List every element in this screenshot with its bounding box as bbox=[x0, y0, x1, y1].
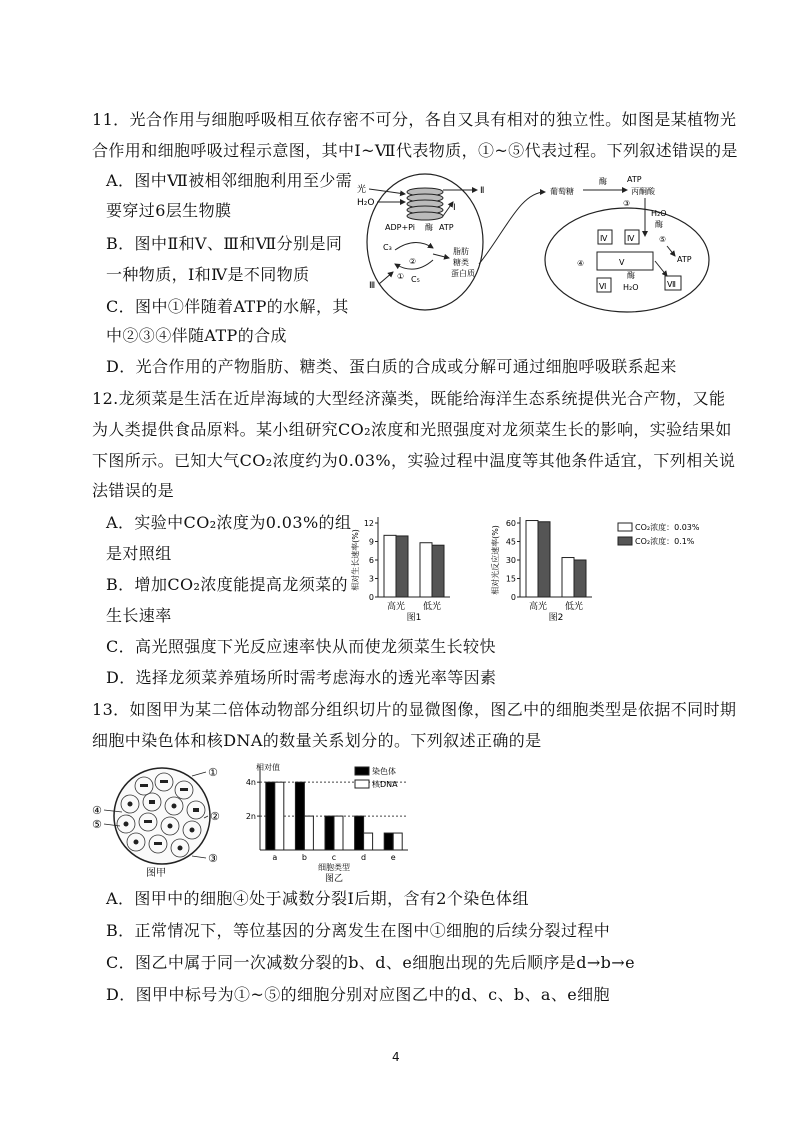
x-tick-label: 高光 bbox=[528, 602, 548, 612]
svg-text:ADP+Pi: ADP+Pi bbox=[385, 223, 416, 232]
x-tick-label: 高光 bbox=[386, 602, 406, 612]
q11-option-c: C．图中①伴随着ATP的水解，其 bbox=[106, 297, 349, 316]
svg-text:Ⅳ: Ⅳ bbox=[627, 234, 635, 243]
q12-stem-line1: 12.龙须菜是生活在近岸海域的大型经济藻类，既能给海洋生态系统提供光合产物，又能 bbox=[92, 389, 726, 408]
bar bbox=[266, 782, 275, 850]
grana-stack bbox=[407, 188, 443, 220]
bar bbox=[538, 522, 550, 597]
q13-option-b: B．正常情况下，等位基因的分离发生在图中①细胞的后续分裂过程中 bbox=[106, 921, 611, 940]
legend-label: CO₂浓度：0.1% bbox=[635, 537, 695, 546]
q12-option-c: C．高光照强度下光反应速率快从而使龙须菜生长较快 bbox=[106, 637, 496, 656]
q11-option-b-cont: 一种物质，Ⅰ和Ⅳ是不同物质 bbox=[106, 265, 310, 284]
svg-text:①: ① bbox=[397, 272, 405, 281]
x-tick-label: a bbox=[272, 853, 278, 862]
legend-label: 核DNA bbox=[372, 780, 398, 789]
q11-stem-line2: 合作用和细胞呼吸过程示意图，其中Ⅰ~Ⅶ代表物质，①~⑤代表过程。下列叙述错误的是 bbox=[92, 141, 738, 160]
y-tick-label: 9 bbox=[368, 537, 374, 547]
y-tick-label: 4n bbox=[245, 778, 256, 788]
bar bbox=[384, 535, 396, 597]
bar bbox=[384, 833, 393, 850]
q12-option-b-cont: 生长速率 bbox=[106, 606, 172, 625]
svg-text:图甲: 图甲 bbox=[146, 868, 166, 879]
legend-swatch bbox=[355, 780, 369, 788]
svg-text:H₂O: H₂O bbox=[623, 283, 639, 292]
svg-text:Ⅲ: Ⅲ bbox=[369, 281, 376, 291]
legend-label: 染色体 bbox=[372, 767, 396, 776]
svg-text:ATP: ATP bbox=[627, 175, 642, 184]
bar bbox=[275, 782, 284, 850]
y-tick-label: 3 bbox=[368, 574, 374, 584]
svg-text:Ⅱ: Ⅱ bbox=[480, 186, 485, 196]
svg-text:④: ④ bbox=[577, 259, 585, 268]
q11-option-d: D．光合作用的产物脂肪、糖类、蛋白质的合成或分解可通过细胞呼吸联系起来 bbox=[106, 357, 677, 376]
svg-text:⑤: ⑤ bbox=[659, 235, 667, 244]
q13-option-a: A．图甲中的细胞④处于减数分裂Ⅰ后期，含有2个染色体组 bbox=[106, 889, 529, 908]
chart-title: 图1 bbox=[406, 613, 422, 623]
svg-text:酶: 酶 bbox=[599, 177, 607, 186]
bar bbox=[325, 816, 334, 850]
svg-text:②: ② bbox=[210, 810, 220, 823]
svg-text:脂肪: 脂肪 bbox=[453, 247, 469, 256]
q11-option-a-cont: 要穿过6层生物膜 bbox=[106, 201, 232, 220]
q13-stem-line2: 细胞中染色体和核DNA的数量关系划分的。下列叙述正确的是 bbox=[92, 731, 542, 750]
chart-title: 图2 bbox=[548, 613, 564, 623]
svg-text:C₅: C₅ bbox=[411, 275, 420, 284]
svg-text:糖类: 糖类 bbox=[453, 258, 469, 267]
q13-option-d: D．图甲中标号为①~⑤的细胞分别对应图乙中的d、c、b、a、e细胞 bbox=[106, 985, 610, 1004]
svg-text:丙酮酸: 丙酮酸 bbox=[631, 187, 655, 196]
y-tick-label: 60 bbox=[505, 519, 516, 528]
q11-option-a: A．图中Ⅶ被相邻细胞利用至少需 bbox=[106, 171, 353, 190]
q11-option-b: B．图中Ⅱ和Ⅴ、Ⅲ和Ⅶ分别是同 bbox=[106, 234, 343, 253]
svg-text:②: ② bbox=[409, 257, 417, 266]
x-tick-label: 低光 bbox=[422, 602, 442, 612]
q12-stem-line3: 下图所示。已知大气CO₂浓度约为0.03%，实验过程中温度等其他条件适宜，下列相关说 bbox=[92, 451, 736, 470]
svg-text:H₂O: H₂O bbox=[357, 198, 375, 208]
bar bbox=[562, 558, 574, 597]
svg-text:Ⅶ: Ⅶ bbox=[667, 280, 676, 289]
svg-text:C₃: C₃ bbox=[383, 243, 392, 252]
bar bbox=[396, 536, 408, 597]
y-tick-label: 0 bbox=[510, 593, 516, 602]
q12-option-a-cont: 是对照组 bbox=[106, 544, 172, 563]
y-axis-label: 相对值 bbox=[256, 763, 280, 772]
bar bbox=[364, 833, 373, 850]
svg-text:Ⅳ: Ⅳ bbox=[600, 234, 608, 243]
y-tick-label: 2n bbox=[245, 812, 256, 822]
y-tick-label: 0 bbox=[368, 593, 374, 602]
chart-title: 图乙 bbox=[324, 874, 344, 884]
svg-text:酶: 酶 bbox=[627, 271, 635, 280]
svg-text:ATP: ATP bbox=[439, 223, 454, 232]
x-tick-label: e bbox=[390, 853, 396, 862]
legend-swatch bbox=[355, 767, 369, 775]
q13-stem-line1: 13．如图甲为某二倍体动物部分组织切片的显微图像，图乙中的细胞类型是依据不同时期 bbox=[92, 700, 737, 719]
q11-option-c-cont: 中②③④伴随ATP的合成 bbox=[106, 326, 287, 345]
q13-option-c: C．图乙中属于同一次减数分裂的b、d、e细胞出现的先后顺序是d→b→e bbox=[106, 953, 635, 972]
svg-text:①: ① bbox=[208, 766, 218, 779]
q12-option-a: A．实验中CO₂浓度为0.03%的组 bbox=[106, 513, 352, 532]
svg-text:Ⅵ: Ⅵ bbox=[599, 282, 607, 291]
legend-swatch bbox=[618, 523, 632, 531]
q12-option-b: B．增加CO₂浓度能提高龙须菜的 bbox=[106, 575, 348, 594]
svg-text:Ⅴ: Ⅴ bbox=[619, 258, 625, 267]
bar bbox=[420, 543, 432, 597]
legend-swatch bbox=[618, 537, 632, 545]
x-tick-label: 低光 bbox=[564, 602, 584, 612]
svg-text:葡萄糖: 葡萄糖 bbox=[550, 187, 574, 196]
q11-stem-line1: 11．光合作用与细胞呼吸相互依存密不可分，各自又具有相对的独立性。如图是某植物光 bbox=[92, 110, 737, 129]
y-tick-label: 30 bbox=[505, 556, 516, 565]
x-axis-label: 细胞类型 bbox=[318, 863, 350, 872]
svg-text:酶: 酶 bbox=[655, 220, 663, 229]
svg-text:Ⅰ: Ⅰ bbox=[453, 203, 456, 213]
y-axis-label: 相对光反应速率(%) bbox=[491, 525, 500, 595]
bar bbox=[432, 545, 444, 597]
x-tick-label: d bbox=[361, 853, 367, 862]
bar bbox=[295, 782, 304, 850]
legend-label: CO₂浓度：0.03% bbox=[635, 523, 700, 532]
bar bbox=[334, 816, 343, 850]
svg-text:光: 光 bbox=[357, 185, 367, 195]
y-tick-label: 45 bbox=[505, 537, 516, 547]
q12-stem-line2: 为人类提供食品原料。某小组研究CO₂浓度和光照强度对龙须菜生长的影响，实验结果如 bbox=[92, 420, 732, 439]
svg-text:④: ④ bbox=[92, 804, 102, 817]
svg-text:ATP: ATP bbox=[677, 255, 692, 264]
y-axis-label: 相对生长速率(%) bbox=[351, 529, 360, 591]
y-tick-label: 12 bbox=[363, 519, 374, 528]
bar bbox=[574, 560, 586, 597]
bar bbox=[304, 816, 313, 850]
x-tick-label: c bbox=[331, 853, 337, 862]
q12-stem-line4: 法错误的是 bbox=[92, 481, 175, 500]
svg-text:⑤: ⑤ bbox=[92, 818, 102, 831]
photosynthesis-respiration-diagram bbox=[355, 172, 715, 317]
bar bbox=[355, 816, 364, 850]
svg-text:蛋白质: 蛋白质 bbox=[451, 269, 475, 278]
x-tick-label: b bbox=[301, 853, 307, 862]
svg-text:酶: 酶 bbox=[425, 223, 433, 232]
chart-yi bbox=[230, 762, 460, 887]
y-tick-label: 15 bbox=[505, 574, 516, 584]
svg-text:H₂O: H₂O bbox=[651, 209, 667, 218]
svg-text:③: ③ bbox=[208, 852, 218, 865]
q12-option-d: D．选择龙须菜养殖场所时需考虑海水的透光率等因素 bbox=[106, 668, 497, 687]
chart-fig1 bbox=[350, 512, 460, 627]
page-number: 4 bbox=[392, 1050, 400, 1064]
chart-fig2 bbox=[490, 512, 715, 627]
y-tick-label: 6 bbox=[368, 556, 374, 565]
bar bbox=[393, 833, 402, 850]
bar bbox=[526, 521, 538, 597]
figure-jia-micrograph bbox=[92, 764, 232, 882]
svg-text:③: ③ bbox=[623, 199, 631, 208]
